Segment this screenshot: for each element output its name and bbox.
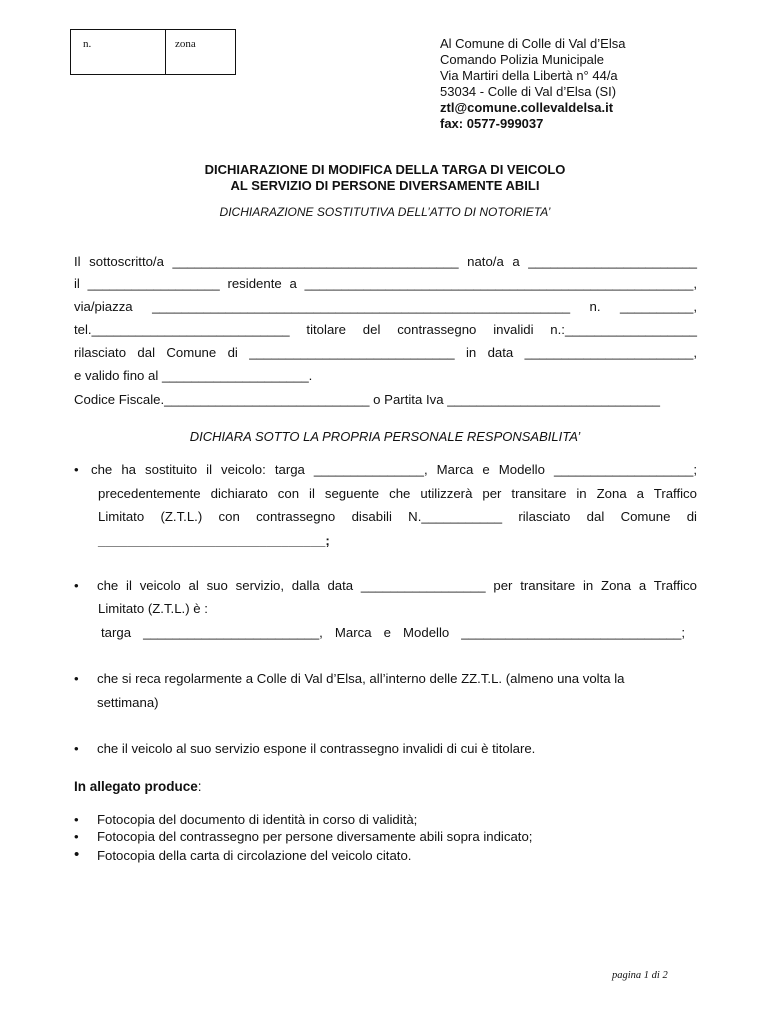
bullet-3-glyph: • bbox=[74, 671, 79, 686]
document-title bbox=[0, 162, 770, 194]
form-line-phone-permit: tel.___________________________ titolare del contrassegno invalidi n.:__________________ bbox=[74, 322, 697, 337]
bullet-1-line-2: precedentemente dichiarato con il seguente che utilizzerà per transitare in Zona a Traffico bbox=[98, 486, 697, 501]
address-line-4: 53034 - Colle di Val d’Elsa (SI) bbox=[440, 84, 617, 99]
attachment-item-1: Fotocopia del documento di identità in corso di validità; bbox=[97, 812, 418, 827]
form-line-street: via/piazza _________________________________________________________ n. __________, bbox=[74, 299, 697, 314]
form-line-valid-until: e valido fino al ____________________. bbox=[74, 368, 313, 383]
bullet-1-line-3: Limitato (Z.T.L.) con contrassegno disabili N.___________ rilasciato dal Comune di bbox=[98, 509, 697, 524]
protocol-box-divider bbox=[165, 30, 166, 74]
page-number: pagina 1 di 2 bbox=[612, 970, 668, 981]
bullet-2-line-1: che il veicolo al suo servizio, dalla data _________________ per transitare in Zona a Traffico bbox=[97, 578, 697, 593]
bullet-1-line-1: che ha sostituito il veicolo: targa _______________, Marca e Modello ___________________; bbox=[91, 462, 697, 477]
attachment-item-2: Fotocopia del contrassegno per persone diversamente abili sopra indicato; bbox=[97, 829, 533, 844]
declaration-heading: DICHIARA SOTTO LA PROPRIA PERSONALE RESPONSABILITA’ bbox=[189, 429, 581, 444]
bullet-1-line-4: _______________________________; bbox=[98, 533, 330, 548]
protocol-box bbox=[70, 29, 236, 75]
document-title-line-2: AL SERVIZIO DI PERSONE DIVERSAMENTE ABILI bbox=[230, 178, 540, 193]
address-line-3: Via Martiri della Libertà n° 44/a bbox=[440, 68, 618, 83]
attachment-2-glyph: • bbox=[74, 829, 79, 844]
address-fax: fax: 0577-999037 bbox=[440, 116, 544, 131]
bullet-3-line-2: settimana) bbox=[97, 695, 159, 710]
form-line-fiscal-code: Codice Fiscale.____________________________ o Partita Iva _____________________________ bbox=[74, 392, 660, 407]
attachment-item-3: Fotocopia della carta di circolazione del veicolo citato. bbox=[97, 848, 412, 863]
attachments-heading-colon: : bbox=[197, 779, 202, 794]
form-line-issued-by: rilasciato dal Comune di ____________________________ in data _______________________, bbox=[74, 345, 697, 360]
address-line-2: Comando Polizia Municipale bbox=[440, 52, 605, 67]
address-email: ztl@comune.collevaldelsa.it bbox=[440, 100, 614, 115]
bullet-4-glyph: • bbox=[74, 741, 79, 756]
document-subtitle: DICHIARAZIONE SOSTITUTIVA DELL’ATTO DI NOTORIETA’ bbox=[219, 205, 551, 219]
recipient-address bbox=[440, 36, 625, 132]
bullet-2-glyph: • bbox=[74, 578, 79, 593]
address-line-1: Al Comune di Colle di Val d’Elsa bbox=[440, 36, 626, 51]
bullet-1-glyph: • bbox=[74, 462, 79, 477]
bullet-4-line-1: che il veicolo al suo servizio espone il contrassegno invalidi di cui è titolare. bbox=[97, 741, 536, 756]
document-title-line-1: DICHIARAZIONE DI MODIFICA DELLA TARGA DI VEICOLO bbox=[204, 162, 566, 177]
bullet-3-line-1: che si reca regolarmente a Colle di Val d’Elsa, all’interno delle ZZ.T.L. (almeno una volta la bbox=[97, 671, 625, 686]
form-line-birth-residence: il __________________ residente a _____________________________________________________, bbox=[74, 276, 697, 291]
form-line-name: Il sottoscritto/a _______________________________________ nato/a a _______________________ bbox=[74, 254, 697, 269]
protocol-zona-label: zona bbox=[175, 38, 196, 50]
attachment-3-glyph: • bbox=[74, 846, 80, 863]
attachments-heading-text: In allegato produce bbox=[74, 779, 198, 794]
protocol-number-label: n. bbox=[83, 38, 92, 50]
attachments-heading bbox=[74, 779, 202, 794]
bullet-2-line-2: Limitato (Z.T.L.) è : bbox=[98, 601, 208, 616]
attachment-1-glyph: • bbox=[74, 812, 79, 827]
bullet-2-line-3: targa ________________________, Marca e Modello ______________________________; bbox=[101, 625, 685, 640]
